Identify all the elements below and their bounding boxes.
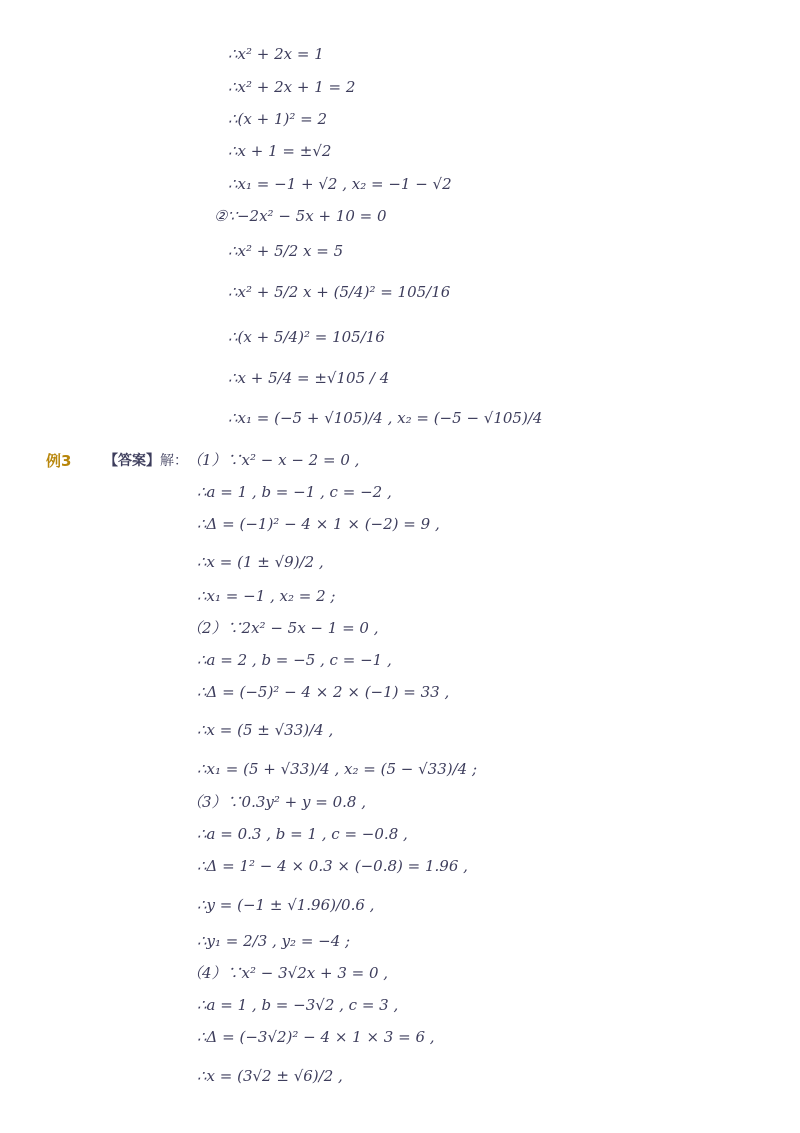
equation-line: ∴x + 1 = ±√2 [228, 142, 332, 160]
equation-line: ∴x² + 2x + 1 = 2 [228, 78, 356, 96]
equation-line: ∴(x + 5/4)² = 105/16 [228, 328, 385, 346]
equation-line: ∴x₁ = −1 + √2 , x₂ = −1 − √2 [228, 175, 452, 193]
equation-line: （2）∵2x² − 5x − 1 = 0 , [187, 619, 379, 637]
equation-line: ∴x = (1 ± √9)/2 , [197, 553, 324, 571]
equation-line: ∴x² + 2x = 1 [228, 45, 324, 63]
equation-line: ∴Δ = (−1)² − 4 × 1 × (−2) = 9 , [197, 515, 440, 533]
equation-line: ∴x² + 5/2 x = 5 [228, 242, 344, 260]
equation-line: ∴y = (−1 ± √1.96)/0.6 , [197, 896, 375, 914]
equation-line: （4）∵x² − 3√2x + 3 = 0 , [187, 964, 389, 982]
example-label: 例3 [46, 452, 72, 470]
equation-line: ∴x₁ = (−5 + √105)/4 , x₂ = (−5 − √105)/4 [228, 409, 543, 427]
equation-line: ②∵−2x² − 5x + 10 = 0 [214, 207, 387, 225]
equation-line: （1）∵x² − x − 2 = 0 , [187, 451, 360, 469]
equation-line: ∴x = (5 ± √33)/4 , [197, 721, 334, 739]
answer-tag-text: 【答案】 [104, 453, 160, 469]
equation-line: ∴Δ = (−5)² − 4 × 2 × (−1) = 33 , [197, 683, 450, 701]
equation-line: ∴x² + 5/2 x + (5/4)² = 105/16 [228, 283, 451, 301]
equation-line: ∴x₁ = −1 , x₂ = 2 ; [197, 587, 336, 605]
equation-line: ∴x = (3√2 ± √6)/2 , [197, 1067, 343, 1085]
equation-line: ∴Δ = 1² − 4 × 0.3 × (−0.8) = 1.96 , [197, 857, 468, 875]
equation-line: ∴x₁ = (5 + √33)/4 , x₂ = (5 − √33)/4 ; [197, 760, 478, 778]
equation-line: ∴a = 1 , b = −3√2 , c = 3 , [197, 996, 399, 1014]
equation-line: ∴a = 2 , b = −5 , c = −1 , [197, 651, 392, 669]
equation-line: ∴y₁ = 2/3 , y₂ = −4 ; [197, 932, 351, 950]
equation-line: ∴a = 1 , b = −1 , c = −2 , [197, 483, 392, 501]
answer-tag [104, 450, 188, 470]
equation-line: ∴(x + 1)² = 2 [228, 110, 328, 128]
equation-line: （3）∵0.3y² + y = 0.8 , [187, 793, 366, 811]
equation-line: ∴Δ = (−3√2)² − 4 × 1 × 3 = 6 , [197, 1028, 435, 1046]
equation-line: ∴x + 5/4 = ±√105 / 4 [228, 369, 390, 387]
equation-line: ∴a = 0.3 , b = 1 , c = −0.8 , [197, 825, 408, 843]
solution-intro: 解： [160, 453, 188, 469]
